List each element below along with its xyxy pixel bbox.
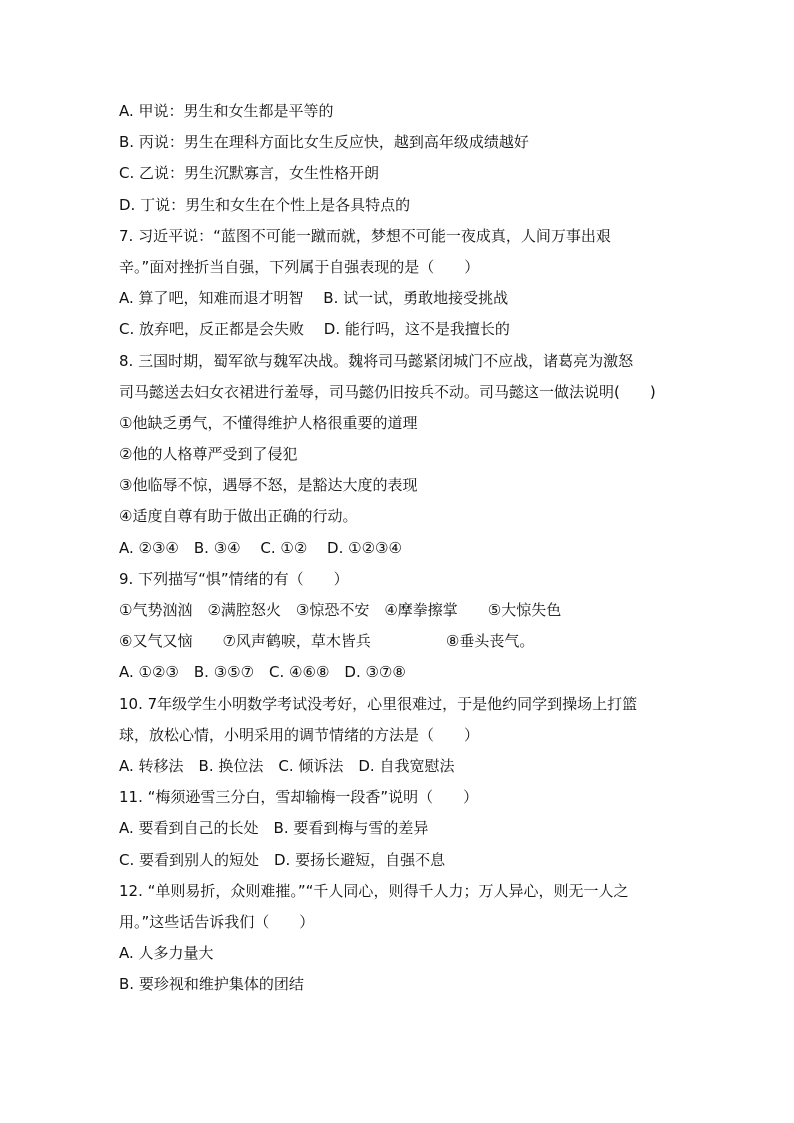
q10-stem-line-1: 10. 7年级学生小明数学考试没考好，心里很难过，于是他约同学到操场上打篮 [119, 694, 638, 713]
q8-statement-4: ④适度自尊有助于做出正确的行动。 [119, 507, 358, 526]
q7-options-ab: A. 算了吧，知难而退才明智 B. 试一试，勇敢地接受挑战 [119, 289, 509, 308]
q9-options: A. ①②③ B. ③⑤⑦ C. ④⑥⑧ D. ③⑦⑧ [119, 663, 406, 682]
q7-options-cd: C. 放弃吧，反正都是会失败 D. 能行吗，这不是我擅长的 [119, 320, 510, 339]
q8-options: A. ②③④ B. ③④ C. ①② D. ①②③④ [119, 538, 402, 557]
q6-option-c: C. 乙说：男生沉默寡言，女生性格开朗 [119, 164, 380, 183]
q9-stem: 9. 下列描写“惧”情绪的有（ ） [119, 569, 349, 588]
q8-statement-2: ②他的人格尊严受到了侵犯 [119, 445, 298, 464]
q10-stem-line-2: 球，放松心情，小明采用的调节情绪的方法是（ ） [119, 725, 480, 744]
q9-items-line-1: ①气势汹汹 ②满腔怒火 ③惊恐不安 ④摩拳擦掌 ⑤大惊失色 [119, 601, 562, 619]
q9-items-line-2: ⑥又气又恼 ⑦风声鹤唳，草木皆兵 ⑧垂头丧气。 [119, 632, 535, 651]
q7-stem-line-2: 辛。”面对挫折当自强，下列属于自强表现的是（ ） [119, 257, 480, 276]
q6-option-d: D. 丁说：男生和女生在个性上是各具特点的 [119, 195, 411, 214]
q12-stem-line-1: 12. “单则易折，众则难摧。”“千人同心，则得千人力；万人异心，则无一人之 [119, 881, 629, 900]
q12-option-b: B. 要珍视和维护集体的团结 [119, 975, 304, 994]
q7-stem-line-1: 7. 习近平说：“蓝图不可能一蹴而就，梦想不可能一夜成真，人间万事出艰 [119, 226, 611, 245]
q8-stem-line-2: 司马懿送去妇女衣裙进行羞辱，司马懿仍旧按兵不动。司马懿这一做法说明( ) [119, 382, 656, 401]
q8-stem-line-1: 8. 三国时期，蜀军欲与魏军决战。魏将司马懿紧闭城门不应战，诸葛亮为激怒 [119, 351, 634, 370]
q8-statement-3: ③他临辱不惊，遇辱不怒，是豁达大度的表现 [119, 476, 418, 495]
q11-options-cd: C. 要看到别人的短处 D. 要扬长避短，自强不息 [119, 850, 446, 869]
q11-stem: 11. “梅须逊雪三分白，雪却输梅一段香”说明（ ） [119, 788, 479, 807]
question-text-block [119, 96, 689, 1000]
q12-option-a: A. 人多力量大 [119, 944, 214, 963]
q11-options-ab: A. 要看到自己的长处 B. 要看到梅与雪的差异 [119, 819, 429, 838]
q6-option-b: B. 丙说：男生在理科方面比女生反应快，越到高年级成绩越好 [119, 133, 529, 152]
q6-option-a: A. 甲说：男生和女生都是平等的 [119, 102, 334, 120]
q8-statement-1: ①他缺乏勇气，不懂得维护人格很重要的道理 [119, 413, 418, 432]
q12-stem-line-2: 用。”这些话告诉我们（ ） [119, 912, 315, 931]
q10-options: A. 转移法 B. 换位法 C. 倾诉法 D. 自我宽慰法 [119, 756, 455, 775]
